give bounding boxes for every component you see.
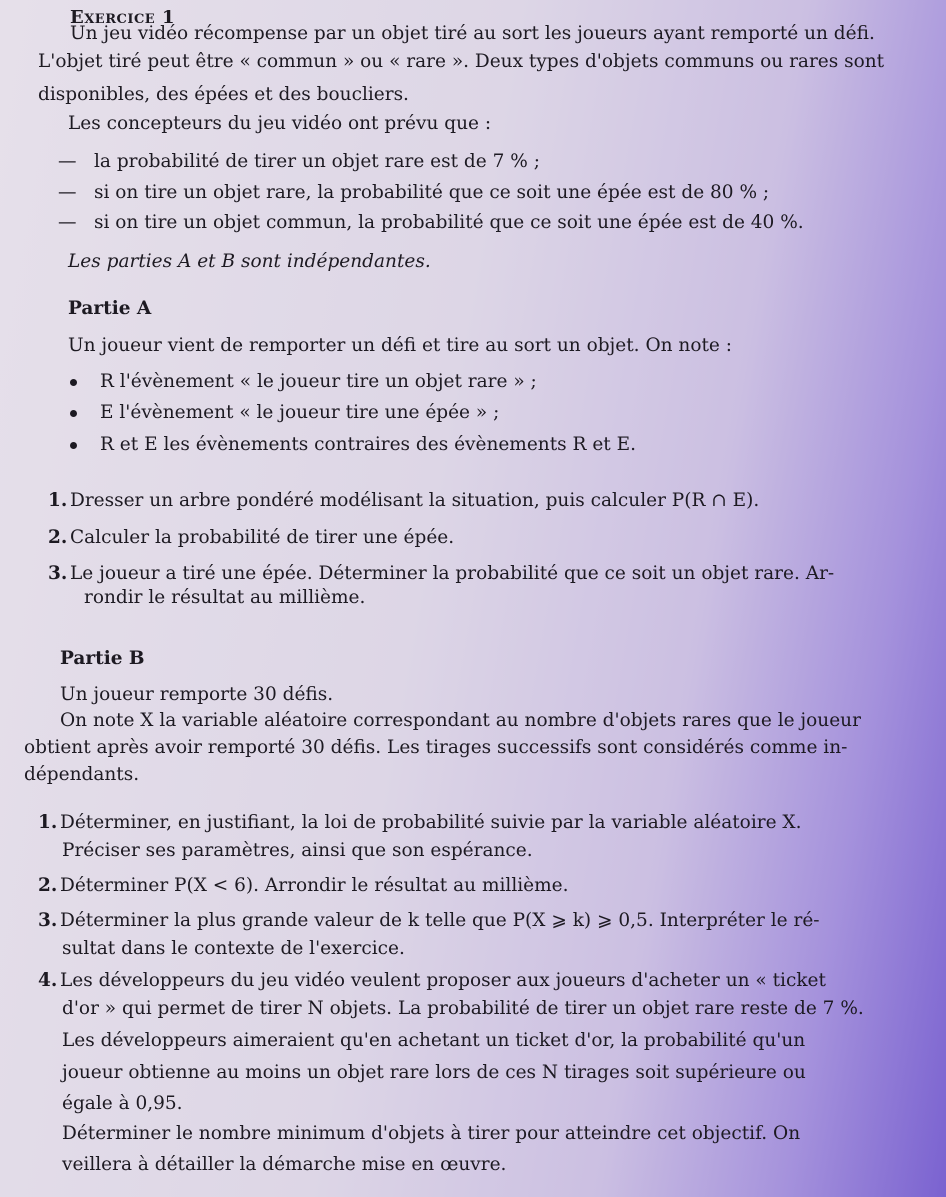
- part-b-question-1: 1. Déterminer, en justifiant, la loi de probabilité suivie par la variable aléatoire X.: [38, 812, 802, 833]
- part-a-question-3: 3. Le joueur a tiré une épée. Déterminer la probabilité que ce soit un objet rare. Ar-: [48, 563, 835, 584]
- part-b-intro-3: obtient après avoir remporté 30 défis. Les tirages successifs sont considérés comme in-: [24, 737, 848, 758]
- part-b-intro-1: Un joueur remporte 30 défis.: [60, 684, 334, 705]
- design-rule: — si on tire un objet commun, la probabilité que ce soit une épée est de 40 %.: [58, 212, 804, 233]
- part-b-intro-4: dépendants.: [24, 764, 140, 785]
- part-b-question-4-line: Déterminer le nombre minimum d'objets à tirer pour atteindre cet objectif. On: [62, 1123, 801, 1144]
- bullet-icon: [70, 442, 77, 449]
- part-b-question-4-line: joueur obtienne au moins un objet rare lors de ces N tirages soit supérieure ou: [62, 1062, 806, 1083]
- design-rule: — la probabilité de tirer un objet rare est de 7 % ;: [58, 151, 540, 172]
- part-a-heading: Partie A: [68, 298, 152, 319]
- part-b-question-2: 2. Déterminer P(X < 6). Arrondir le résultat au millième.: [38, 875, 569, 896]
- notation-item: R et E les évènements contraires des évènements R et E.: [100, 434, 636, 455]
- part-b-question-3-cont: sultat dans le contexte de l'exercice.: [62, 938, 405, 959]
- part-b-question-4-line: veillera à détailler la démarche mise en œuvre.: [62, 1154, 507, 1175]
- bullet-icon: [70, 410, 77, 417]
- intro-line-4: Les concepteurs du jeu vidéo ont prévu que :: [68, 113, 492, 134]
- part-b-question-4-line: d'or » qui permet de tirer N objets. La probabilité de tirer un objet rare reste de 7 %.: [62, 998, 864, 1019]
- part-b-question-1-cont: Préciser ses paramètres, ainsi que son espérance.: [62, 840, 533, 861]
- part-b-heading: Partie B: [60, 648, 145, 669]
- part-a-question-1: 1. Dresser un arbre pondéré modélisant la situation, puis calculer P(R ∩ E).: [48, 490, 760, 511]
- part-b-intro-2: On note X la variable aléatoire correspondant au nombre d'objets rares que le joueur: [60, 710, 861, 731]
- notation-item: E l'évènement « le joueur tire une épée » ;: [100, 402, 500, 423]
- exercise-title: Exercice 1: [70, 7, 175, 28]
- intro-line-2: L'objet tiré peut être « commun » ou « rare ». Deux types d'objets communs ou rares sont: [38, 51, 885, 72]
- part-b-question-4-line: Les développeurs aimeraient qu'en achetant un ticket d'or, la probabilité qu'un: [62, 1030, 806, 1051]
- intro-line-3: disponibles, des épées et des boucliers.: [38, 84, 409, 105]
- intro-line-1: Un jeu vidéo récompense par un objet tiré au sort les joueurs ayant remporté un défi.: [70, 23, 875, 44]
- part-a-question-3-cont: rondir le résultat au millième.: [84, 587, 366, 608]
- part-a-intro: Un joueur vient de remporter un défi et tire au sort un objet. On note :: [68, 335, 732, 356]
- notation-item: R l'évènement « le joueur tire un objet rare » ;: [100, 371, 537, 392]
- part-b-question-4: 4. Les développeurs du jeu vidéo veulent proposer aux joueurs d'acheter un « ticket: [38, 970, 826, 991]
- bullet-icon: [70, 379, 77, 386]
- independence-note: Les parties A et B sont indépendantes.: [68, 251, 431, 272]
- part-b-question-3: 3. Déterminer la plus grande valeur de k telle que P(X ⩾ k) ⩾ 0,5. Interpréter le ré-: [38, 910, 820, 931]
- part-a-question-2: 2. Calculer la probabilité de tirer une épée.: [48, 527, 455, 548]
- part-b-question-4-line: égale à 0,95.: [62, 1093, 183, 1114]
- design-rule: — si on tire un objet rare, la probabilité que ce soit une épée est de 80 % ;: [58, 182, 770, 203]
